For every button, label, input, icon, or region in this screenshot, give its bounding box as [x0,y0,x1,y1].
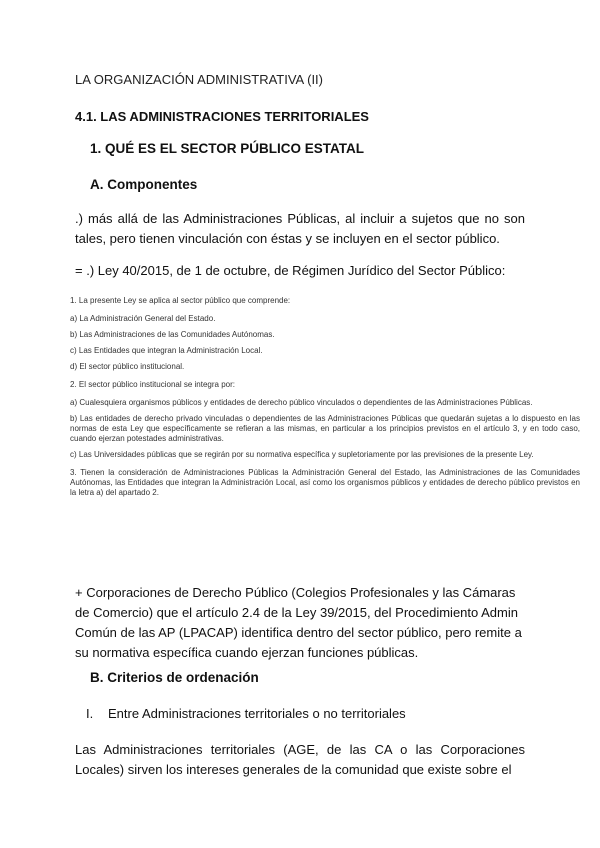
quote-line-2a: a) Cualesquiera organismos públicos y entidades de derecho público vinculados o dependientes de las Administraciones Públicas. [70,398,533,407]
paragraph-3: + Corporaciones de Derecho Público (Colegios Profesionales y las Cámaras de Comercio) que el artículo 2.4 de la Ley 39/2015, del Procedimiento Admin Común de las AP (LPACAP) identifica dentro del sector público, pero remite a su normativa específica cuando ejerzan funciones públicas. [75,585,522,660]
law-quote-block [70,296,580,498]
list-item [86,706,406,721]
list-item-number: I. [86,706,94,721]
quote-line-2: 2. El sector público institucional se integra por: [70,380,235,389]
paragraph-2: = .) Ley 40/2015, de 1 de octubre, de Régimen Jurídico del Sector Público: [75,263,506,278]
subsection-heading: 1. QUÉ ES EL SECTOR PÚBLICO ESTATAL [90,141,365,156]
paragraph-1: .) más allá de las Administraciones Públicas, al incluir a sujetos que no son tales, pero tienen vinculación con éstas y se incluyen en el sector público. [75,211,525,246]
quote-line-b: b) Las Administraciones de las Comunidades Autónomas. [70,330,275,339]
quote-line-a: a) La Administración General del Estado. [70,314,216,323]
quote-line-2b: b) Las entidades de derecho privado vinculadas o dependientes de las Administraciones Públicas que quedarán sujetas a lo dispuesto en las normas de esta Ley que específicamente se refieran a las mismas, en particular a los principios previstos en el artículo 3, y en todo caso, cuando ejerzan potestades administrativas. [70,414,580,443]
quote-line-d: d) El sector público institucional. [70,362,185,371]
quote-line-3: 3. Tienen la consideración de Administraciones Públicas la Administración General del Estado, las Administraciones de las Comunidades Autónomas, las Entidades que integran la Administración Local, así como los organismos públicos y entidades de derecho público previstos en la letra a) del apartado 2. [70,468,580,497]
list-item-text: Entre Administraciones territoriales o no territoriales [108,706,406,721]
section-heading: 4.1. LAS ADMINISTRACIONES TERRITORIALES [75,109,369,124]
paragraph-4: Las Administraciones territoriales (AGE, de las CA o las Corporaciones Locales) sirven los intereses generales de la comunidad que existe sobre el [75,742,525,777]
document-title: LA ORGANIZACIÓN ADMINISTRATIVA (II) [75,72,323,87]
quote-line-c: c) Las Entidades que integran la Administración Local. [70,346,263,355]
quote-line-2c: c) Las Universidades públicas que se regirán por su normativa específica y supletoriamente por las previsiones de la presente Ley. [70,450,534,459]
heading-criterios: B. Criterios de ordenación [90,670,259,685]
heading-componentes: A. Componentes [90,177,198,192]
quote-line-1: 1. La presente Ley se aplica al sector público que comprende: [70,296,291,305]
